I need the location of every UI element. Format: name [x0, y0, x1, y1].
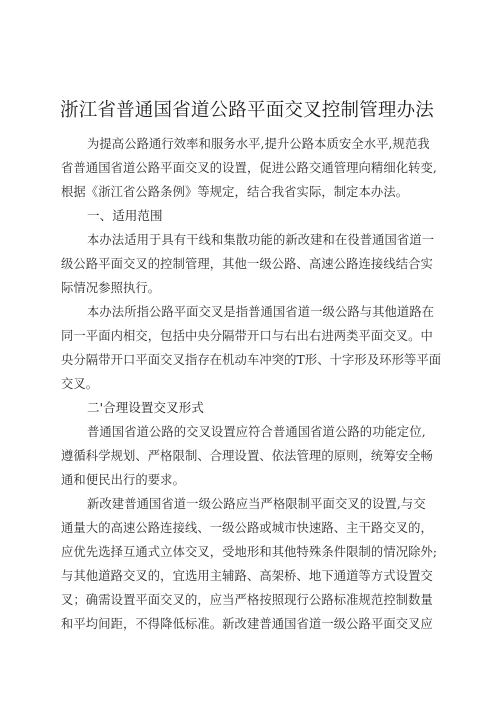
section-heading-intersection-form: 二'合理设置交叉形式: [87, 400, 204, 415]
paragraph-line: 际情况参照执行。: [61, 281, 161, 295]
paragraph-line: 普通国省道公路的交叉设置应符合普通国省道公路的功能定位,: [87, 425, 426, 439]
paragraph-line: 央分隔带开口平面交叉指存在机动车冲突的T形、十字形及环形等平面: [61, 353, 442, 367]
paragraph-line: 通和便民出行的要求。: [61, 473, 185, 487]
paragraph-line: 本办法所指公路平面交叉是指普通国省道一级公路与其他道路在: [87, 305, 435, 319]
paragraph-line: 本办法适用于具有干线和集散功能的新改建和在役普通国省道一: [87, 233, 435, 247]
paragraph-line: 和平均间距，不得降低标准。新改建普通国省道一级公路平面交叉应: [61, 617, 433, 631]
preamble-line: 为提高公路通行效率和服务水平,提升公路本质安全水平,规范我: [87, 137, 430, 151]
preamble-line: 省普通国省道公路平面交叉的设置，促进公路交通管理向精细化转变,: [61, 161, 437, 175]
paragraph-line: 交叉。: [61, 377, 99, 391]
paragraph-line: 应优先选择互通式立体交叉，受地形和其他特殊条件限制的情况除外;: [61, 545, 438, 559]
preamble-line: 根据《浙江省公路条例》等规定，结合我省实际，制定本办法。: [61, 185, 409, 199]
paragraph-line: 级公路平面交叉的控制管理，其他一级公路、高速公路连接线结合实: [61, 257, 433, 271]
paragraph-line: 新改建普通国省道一级公路应当严格限制平面交叉的设置,与交: [87, 497, 426, 511]
paragraph-line: 遵循科学规划、严格限制、合理设置、依法管理的原则，统筹安全畅: [61, 449, 433, 463]
paragraph-line: 同一平面内相交，包括中央分隔带开口与右出右进两类平面交叉。中: [61, 329, 433, 343]
paragraph-line: 与其他道路交叉的，宜选用主辅路、高架桥、地下通道等方式设置交: [61, 569, 433, 583]
paragraph-line: 叉；确需设置平面交叉的，应当严格按照现行公路标准规范控制数量: [61, 593, 433, 607]
document-body: [61, 132, 445, 636]
document-title: 浙江省普通国省道公路平面交叉控制管理办法: [60, 100, 435, 122]
section-heading-scope: 一、适用范围: [87, 208, 163, 223]
paragraph-line: 通量大的高速公路连接线、一级公路或城市快速路、主干路交叉的，: [61, 521, 433, 535]
